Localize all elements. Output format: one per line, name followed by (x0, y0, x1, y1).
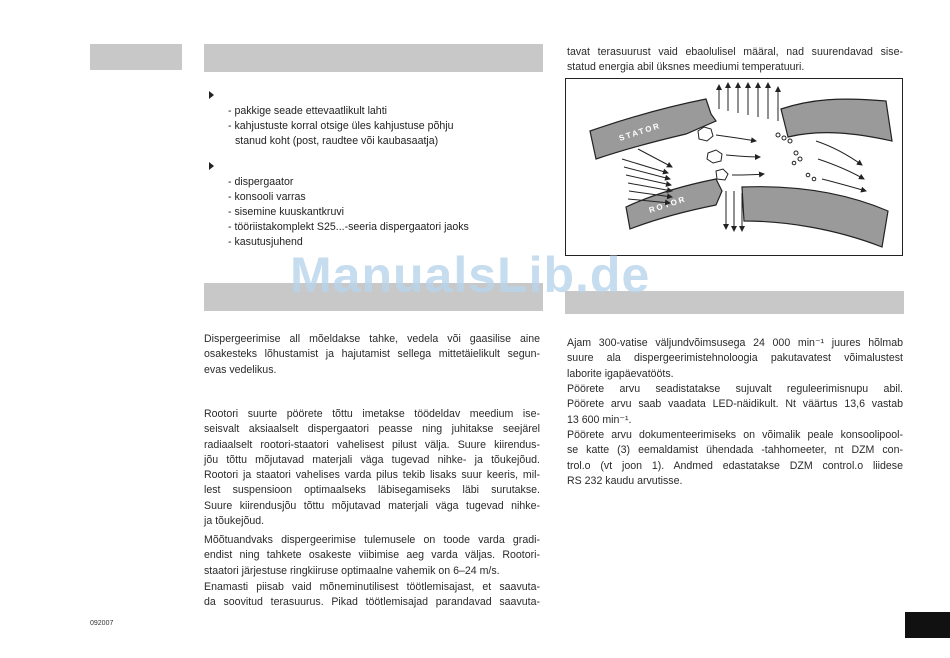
rotor-block-right (742, 187, 888, 247)
list-item: - konsooli varras (228, 191, 306, 203)
list-item: - dispergaator (228, 176, 294, 188)
rotor-label: ROTOR (647, 194, 688, 215)
list-item: - tööriistakomplekt S25...-seeria dispergaatori jaoks (228, 221, 469, 233)
list-item: stanud koht (post, raudtee või kaubasaatja) (235, 135, 439, 147)
list-item: - sisemine kuuskantkruvi (228, 206, 344, 218)
bullet-arrow-icon (209, 162, 214, 170)
left-paragraph-3: Mõõtuandvaks dispergeerimise tulemusele on toode varda gradi- endist ning tahkete osakeste viibimise aeg varda väljas. Rootori- staatori järjestuse ringkiiruse optimaalne vahemik on 6–24 m/s. (204, 534, 540, 577)
side-marker-bar (90, 44, 182, 70)
rotor-stator-diagram (566, 79, 902, 255)
left-paragraph-2: Rootori suurte pöörete tõttu imetakse töödeldav meedium ise- seisvalt aksiaalselt dispergaatori peasse ning juhitakse seejärel radiaalselt rootori-staatori vahelisest pilust välja. Suure kiirendus- jõu tõttu mõjutavad materjali väga tugevad nihke- ja tõukejõud. Rootori ja staatori vahelises varda pilus tekib lisaks suur keeris, mil- lest suspensioon optimaalseks läbisegamiseks läbi surutakse. Suure kiirendusjõu tõttu mõjutavad materjali väga tugevad nihke- ja tõukejõud. (204, 408, 540, 528)
bullet-arrow-icon (209, 91, 214, 99)
section-header-bar-1 (204, 44, 543, 72)
stator-label: STATOR (617, 120, 663, 143)
page-tab-block (905, 612, 950, 638)
left-paragraph-4: Enamasti piisab vaid mõneminutilisest töötlemisajast, et saavuta- da soovitud terasuurus. Pikad töötlemisajad parandavad saavuta- (204, 581, 540, 609)
flow-arrows-down (726, 191, 742, 231)
watermark: ManualsLib.de (290, 247, 651, 303)
flow-arrows-up (719, 83, 778, 121)
right-top-paragraph: tavat terasuurust vaid ebaolulisel määral, nad suurendavad sise- statud energia abil üksnes meediumi temperatuuri. (567, 46, 903, 74)
stator-block-right (781, 99, 892, 141)
list-item: - kahjustuste korral otsige üles kahjustuse põhju (228, 120, 454, 132)
list-item: - pakkige seade ettevaatlikult lahti (228, 105, 387, 117)
rotor-stator-figure (565, 78, 903, 256)
right-paragraph-3: Pöörete arvu dokumenteerimiseks on võimalik peale konsoolipool- se katte (3) eemaldamist ühendada -tahhomeeter, nt DZM con- trol.o (vt joon 1). Andmed edastatakse DZM control.o liidese RS 232 kaudu arvutisse. (567, 429, 903, 487)
flow-arrows-mid (716, 135, 866, 191)
footer-code: 092007 (90, 620, 114, 627)
left-paragraph-1: Dispergeerimise all mõeldakse tahke, vedela või gaasilise aine osakesteks lõhustamist ja hajutamist sellega mittetäielikult segun- evas vedelikus. (204, 333, 540, 376)
right-paragraph-1: Ajam 300-vatise väljundvõimsusega 24 000 min⁻¹ juures hõlmab suure ala dispergeerimistehnoloogia pakutavatest võimalustest laborite igapäevatööts. (567, 337, 903, 380)
list-item: - kasutusjuhend (228, 236, 303, 248)
right-paragraph-2: Pöörete arvu seadistatakse sujuvalt reguleerimisnupu abil. Pöörete arvu saab vaadata LED-näidikult. Nt väärtus 13,6 vastab 13 600 min⁻¹. (567, 383, 903, 426)
